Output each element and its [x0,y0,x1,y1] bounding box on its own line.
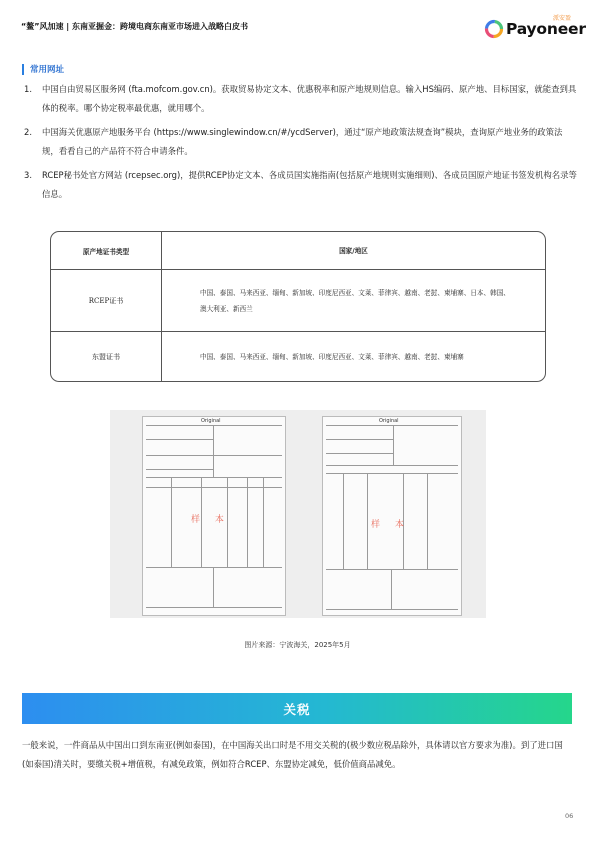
table-cell-countries: 中国、泰国、马来西亚、缅甸、新加坡、印度尼西亚、文莱、菲律宾、越南、老挝、柬埔寨、日本、韩国、澳大利亚、新西兰 [200,288,510,313]
rcep-certificate-sample [142,416,286,616]
section-heading [22,63,64,75]
list-number: 3. [24,170,32,180]
list-number: 2. [24,127,32,137]
list-item [24,80,579,118]
logo-tag: 派安盈 [553,15,572,22]
certificate-heading: Original [201,418,221,424]
table-header-cell: 原产地证书类型 [51,232,162,269]
header-title: “鳌”风加速 | 东南亚掘金：跨境电商东南亚市场进入战略白皮书 [21,22,249,31]
body-paragraph: 一般来说，一件商品从中国出口到东南亚(例如泰国)，在中国海关出口时是不用交关税的(极少数应税品除外，具体请以官方要求为准)。到了进口国(如泰国)清关时，要缴关税+增值税，有减免政策，例如符合RCEP、东盟协定减免，低价值商品减免。 [22,740,563,769]
table-header-cell: 国家/地区 [339,246,368,255]
list-text: RCEP秘书处官方网站 (rcepsec.org)，提供RCEP协定文本、各成员国实施指南(包括原产地规则实施细则)、各成员国原产地证书签发机构名录等信息。 [42,170,577,199]
payoneer-logo [484,13,586,39]
certificate-table [50,231,546,382]
links-list [24,80,579,209]
asean-certificate-sample [322,416,462,616]
section-banner [22,693,572,724]
sample-stamp: 样 本 [191,515,230,525]
certificate-heading: Original [379,418,399,424]
payoneer-logo-icon [484,19,504,39]
section-bar [22,64,24,75]
sample-stamp: 样 本 [371,520,410,530]
table-header-row [51,232,545,269]
list-item [24,123,579,161]
table-cell-type: RCEP证书 [51,270,162,331]
list-item [24,166,579,204]
page-number: 06 [565,812,574,820]
table-row [51,269,545,331]
list-text: 中国自由贸易区服务网 (fta.mofcom.gov.cn)。获取贸易协定文本、优惠税率和原产地规则信息。输入HS编码、原产地、目标国家，就能查到具体的税率。哪个协定税率最优惠，就用哪个。 [42,84,577,113]
list-number: 1. [24,84,32,94]
table-row [51,331,545,382]
list-text: 中国海关优惠原产地服务平台 (https://www.singlewindow.cn/#/ycdServer)，通过“原产地政策法规查询”模块，查询原产地业务的政策法规，看看自己的产品符不符合申请条件。 [42,127,563,156]
image-caption: 图片来源：宁波海关，2025年5月 [244,641,351,649]
banner-title: 关税 [283,701,311,717]
logo-text: Payoneer [506,20,586,38]
section-title: 常用网址 [30,65,65,75]
table-cell-countries: 中国、泰国、马来西亚、缅甸、新加坡、印度尼西亚、文莱、菲律宾、越南、老挝、柬埔寨 [200,353,464,361]
table-cell-type: 东盟证书 [51,332,162,382]
certificate-samples-image [110,410,486,618]
